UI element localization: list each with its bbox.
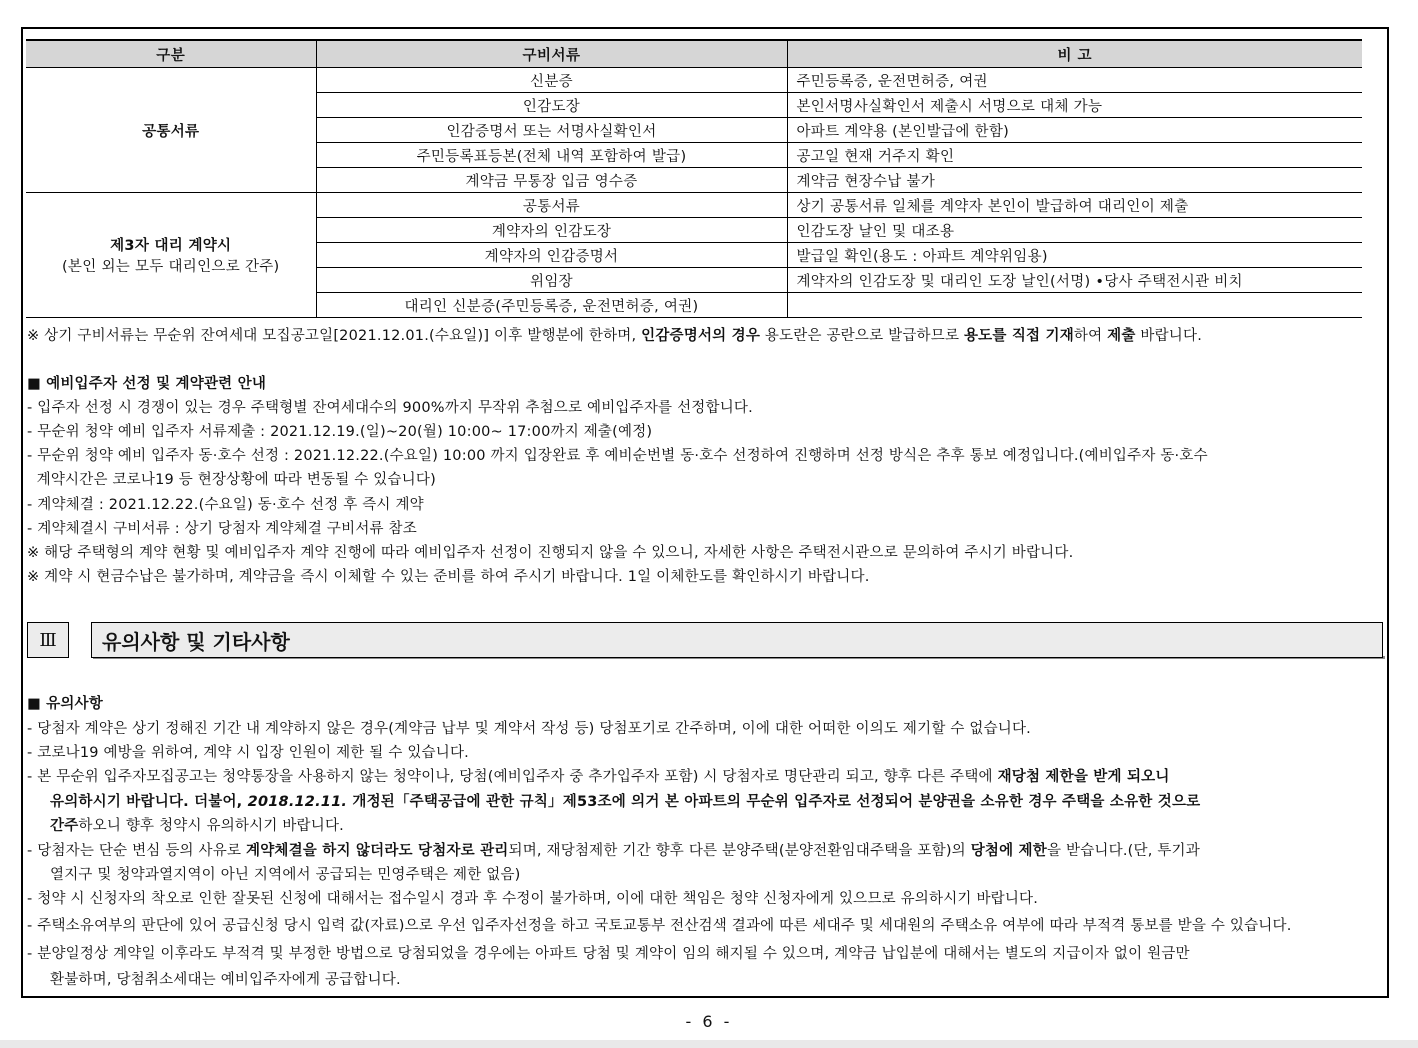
document-cell: 공통서류 [316,193,787,218]
reserve-heading: ■ 예비입주자 선정 및 계약관련 안내 [27,376,267,392]
column-header: 비 고 [787,40,1362,68]
page-number: - 6 - [685,1012,733,1031]
notice-text: 바랍니다. [1135,328,1203,344]
required-documents-table [26,39,1362,318]
note-cell: 계약자의 인감도장 및 대리인 도장 날인(서명) •당사 주택전시관 비치 [787,268,1362,293]
table-header-row [26,40,1362,68]
document-cell: 계약자의 인감증명서 [316,243,787,268]
list-item [27,841,1200,861]
caution-bold: 계약체결을 하지 않더라도 당첨자로 관리 [245,843,509,859]
list-item: - 주택소유여부의 판단에 있어 공급신청 당시 입력 값(자료)으로 우선 입주자선정을 하고 국토교통부 전산검색 결과에 따른 세대주 및 세대원의 주택소유 여부에 따라 부적격 통보를 받을 수 있습니다. [27,918,1292,934]
list-item: - 계약체결시 구비서류 : 상기 당첨자 계약체결 구비서류 참조 [27,521,417,537]
list-item: ※ 계약 시 현금수납은 불가하며, 계약금을 즉시 이체할 수 있는 준비를 하여 주시기 바랍니다. 1일 이체한도를 확인하시기 바랍니다. [27,569,870,585]
list-item: - 계약체결 : 2021.12.22.(수요일) 동·호수 선정 후 즉시 계약 [27,497,424,513]
section-number: Ⅲ [27,622,69,658]
list-item: - 무순위 청약 예비 입주자 동·호수 선정 : 2021.12.22.(수요일) 10:00 까지 입장완료 후 예비순번별 동·호수 선정하여 진행하며 선정 방식은 추후 통보 예정입니다.(예비입주자 동·호수 [27,448,1208,464]
category-cell [26,193,316,318]
notice-text: ※ 상기 구비서류는 무순위 잔여세대 모집공고일[2021.12.01.(수요일)] 이후 발행분에 한하며, [27,328,642,344]
note-cell: 발급일 확인(용도 : 아파트 계약위임용) [787,243,1362,268]
caution-text: 을 받습니다.(단, 투기과 [1046,843,1200,859]
caution-bold-italic: 2018.12.11. [247,794,348,810]
list-item-continued: 계약시간은 코로나19 등 현장상황에 따라 변동될 수 있습니다) [27,472,436,488]
document-cell: 위임장 [316,268,787,293]
list-item-continued [50,792,1200,812]
caution-bold: 유의하시기 바랍니다. 더불어, [50,794,248,810]
column-header: 구비서류 [316,40,787,68]
note-cell: 인감도장 날인 및 대조용 [787,218,1362,243]
notice-bold: 제출 [1107,328,1136,344]
document-cell: 주민등록표등본(전체 내역 포함하여 발급) [316,143,787,168]
document-cell: 계약자의 인감도장 [316,218,787,243]
document-cell: 계약금 무통장 입금 영수증 [316,168,787,193]
note-cell: 상기 공통서류 일체를 계약자 본인이 발급하여 대리인이 제출 [787,193,1362,218]
list-item-continued: 열지구 및 청약과열지역이 아닌 지역에서 공급되는 민영주택은 제한 없음) [50,867,521,883]
note-cell [787,293,1362,318]
document-cell: 대리인 신분증(주민등록증, 운전면허증, 여권) [316,293,787,318]
list-item: ※ 해당 주택형의 계약 현황 및 예비입주자 계약 진행에 따라 예비입주자 선정이 진행되지 않을 수 있으니, 자세한 사항은 주택전시관으로 문의하여 주시기 바랍니다. [27,545,1074,561]
notice-bold: 용도를 직접 기재 [963,328,1074,344]
list-item-continued [50,816,344,836]
note-cell: 계약금 현장수납 불가 [787,168,1362,193]
caution-bold: 재당첨 제한을 받게 되오니 [997,769,1170,785]
category-cell [26,68,316,193]
list-item: - 코로나19 예방을 위하여, 계약 시 입장 인원이 제한 될 수 있습니다. [27,745,469,761]
note-cell: 본인서명사실확인서 제출시 서명으로 대체 가능 [787,93,1362,118]
document-cell: 인감증명서 또는 서명사실확인서 [316,118,787,143]
notice-text: 용도란은 공란으로 발급하므로 [760,328,964,344]
category-label: 공통서류 [142,123,200,140]
table-row [26,193,1362,218]
caution-text: 하오니 향후 청약시 유의하시기 바랍니다. [78,818,344,834]
list-item: - 입주자 선정 시 경쟁이 있는 경우 주택형별 잔여세대수의 900%까지 무작위 추첨으로 예비입주자를 선정합니다. [27,400,753,416]
category-sublabel: (본인 외는 모두 대리인으로 간주) [61,259,280,275]
list-item: - 분양일정상 계약일 이후라도 부적격 및 부정한 방법으로 당첨되었을 경우에는 아파트 당첨 및 계약이 임의 해지될 수 있으며, 계약금 납입분에 대해서는 별도의 지급이자 없이 원금만 [27,946,1190,962]
note-cell: 공고일 현재 거주지 확인 [787,143,1362,168]
list-item: - 청약 시 신청자의 착오로 인한 잘못된 신청에 대해서는 접수일시 경과 후 수정이 불가하며, 이에 대한 책임은 청약 신청자에게 있으므로 유의하시기 바랍니다. [27,891,1039,907]
category-label: 제3자 대리 계약시 [110,238,232,254]
list-item [27,767,1170,787]
note-cell: 주민등록증, 운전면허증, 여권 [787,68,1362,93]
caution-bold: 간주 [50,818,79,834]
document-cell: 인감도장 [316,93,787,118]
caution-bold: 당첨에 제한 [970,843,1047,859]
caution-text: 되며, 재당첨제한 기간 향후 다른 분양주택(분양전환임대주택을 포함)의 [508,843,971,859]
caution-text: - 당첨자는 단순 변심 등의 사유로 [27,843,246,859]
section-title: 유의사항 및 기타사항 [91,622,1383,658]
notice-text: 하여 [1073,328,1108,344]
document-cell: 신분증 [316,68,787,93]
notice-bold: 인감증명서의 경우 [641,328,761,344]
caution-heading: ■ 유의사항 [27,696,103,712]
caution-bold: 개정된「주택공급에 관한 규칙」제53조에 의거 본 아파트의 무순위 입주자로 선정되어 분양권을 소유한 경우 주택을 소유한 것으로 [347,794,1201,810]
documents-notice [27,326,1202,346]
list-item: - 무순위 청약 예비 입주자 서류제출 : 2021.12.19.(일)~20(월) 10:00~ 17:00까지 제출(예정) [27,424,653,440]
table-row [26,68,1362,93]
list-item: - 당첨자 계약은 상기 정해진 기간 내 계약하지 않은 경우(계약금 납부 및 계약서 작성 등) 당첨포기로 간주하며, 이에 대한 어떠한 이의도 제기할 수 없습니다. [27,721,1031,737]
caution-text: - 본 무순위 입주자모집공고는 청약통장을 사용하지 않는 청약이나, 당첨(예비입주자 중 추가입주자 포함) 시 당첨자로 명단관리 되고, 향후 다른 주택에 [27,769,998,785]
list-item-continued: 환불하며, 당첨취소세대는 예비입주자에게 공급합니다. [50,972,401,988]
note-cell: 아파트 계약용 (본인발급에 한함) [787,118,1362,143]
column-header: 구분 [26,40,316,68]
